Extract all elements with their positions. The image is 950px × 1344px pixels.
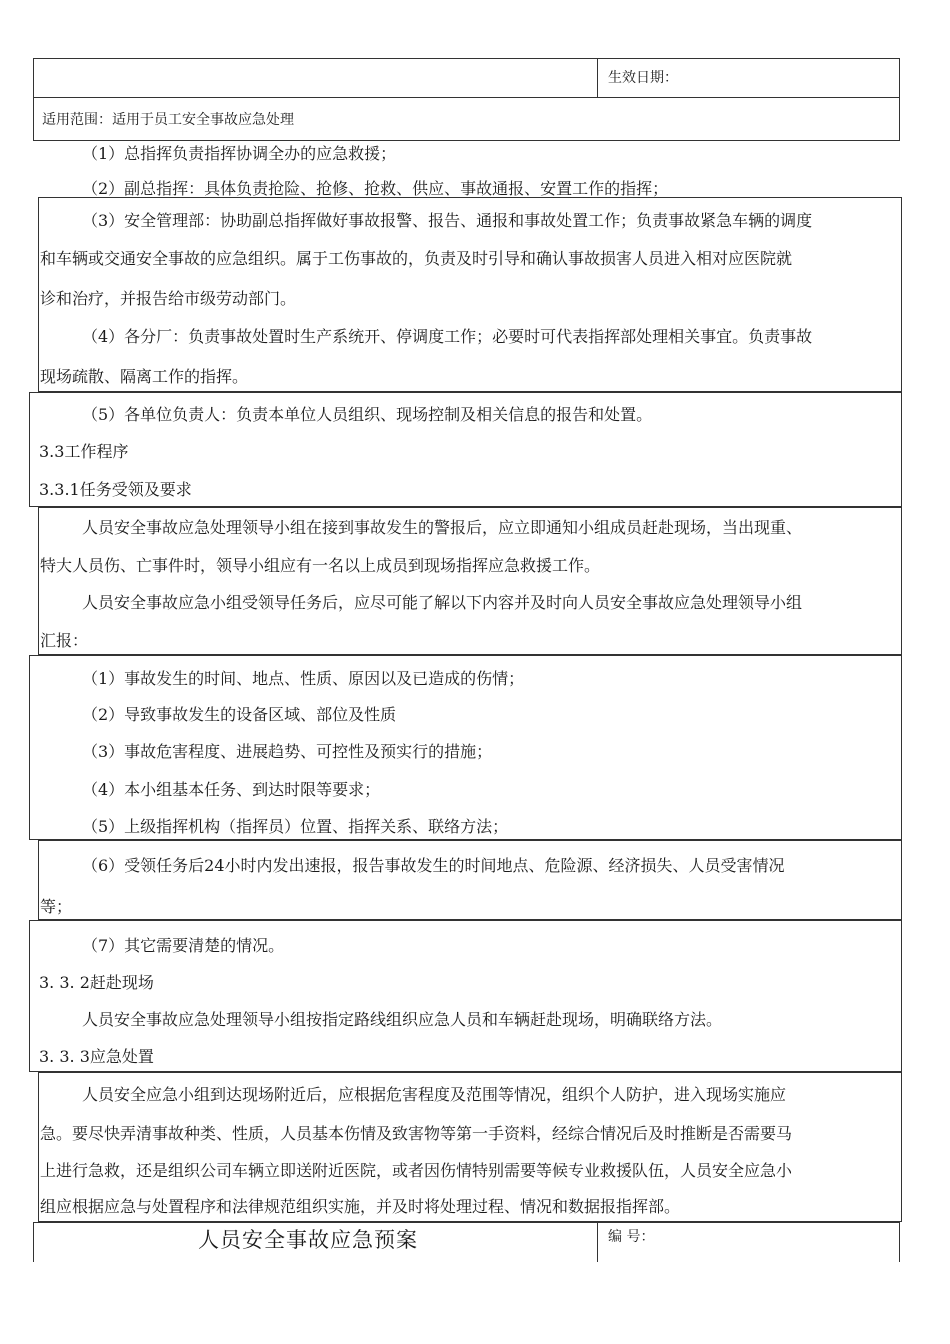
text-line: （2）副总指挥：具体负责抢险、抢修、抢救、供应、事故通报、安置工作的指挥； bbox=[82, 179, 669, 198]
text-line: 诊和治疗，并报告给市级劳动部门。 bbox=[40, 289, 297, 308]
text-line: 上进行急救，还是组织公司车辆立即送附近医院，或者因伤情特别需要等候专业救援队伍，人员安全应急小 bbox=[40, 1161, 793, 1180]
text-line: （2）导致事故发生的设备区域、部位及性质 bbox=[82, 705, 397, 724]
text-line: 人员安全应急小组到达现场附近后，应根据危害程度及范围等情况，组织个人防护，进入现场实施应 bbox=[82, 1085, 787, 1104]
header-col-divider bbox=[597, 58, 598, 97]
section-heading: 3. 3. 3应急处置 bbox=[39, 1047, 154, 1066]
text-line: （4）本小组基本任务、到达时限等要求； bbox=[82, 780, 381, 799]
header-row-divider bbox=[33, 97, 900, 98]
document-number-label: 编 号： bbox=[608, 1229, 655, 1245]
text-line: （4）各分厂：负责事故处置时生产系统开、停调度工作；必要时可代表指挥部处理相关事宜。负责事故 bbox=[82, 327, 813, 346]
text-line: （3）安全管理部：协助副总指挥做好事故报警、报告、通报和事故处置工作；负责事故紧急车辆的调度 bbox=[82, 211, 813, 230]
footer-right-edge bbox=[899, 1222, 900, 1262]
document-title: 人员安全事故应急预案 bbox=[198, 1228, 418, 1252]
footer-table-top bbox=[33, 1222, 900, 1223]
footer-left-edge bbox=[33, 1222, 34, 1262]
text-line: 组应根据应急与处置程序和法律规范组织实施，并及时将处理过程、情况和数据报指挥部。 bbox=[40, 1197, 681, 1216]
footer-col-divider bbox=[597, 1222, 598, 1262]
text-line: 等； bbox=[40, 897, 73, 916]
text-line: 和车辆或交通安全事故的应急组织。属于工伤事故的，负责及时引导和确认事故损害人员进入相对应医院就 bbox=[40, 249, 793, 268]
text-line: （1）总指挥负责指挥协调全办的应急救援； bbox=[82, 144, 397, 163]
text-line: 人员安全事故应急处理领导小组按指定路线组织应急人员和车辆赶赴现场，明确联络方法。 bbox=[82, 1010, 723, 1029]
effective-date-label: 生效日期： bbox=[608, 70, 678, 86]
text-line: （1）事故发生的时间、地点、性质、原因以及已造成的伤情； bbox=[82, 669, 525, 688]
text-line: 特大人员伤、亡事件时，领导小组应有一名以上成员到现场指挥应急救援工作。 bbox=[40, 556, 601, 575]
section-heading: 3.3.1任务受领及要求 bbox=[39, 480, 192, 499]
text-line: 人员安全事故应急处理领导小组在接到事故发生的警报后，应立即通知小组成员赶赴现场，当出现重、 bbox=[82, 518, 803, 537]
section-box-5 bbox=[38, 840, 902, 920]
text-line: （6）受领任务后24小时内发出速报，报告事故发生的时间地点、危险源、经济损失、人员受害情况 bbox=[82, 856, 785, 875]
scope-text: 适用范围：适用于员工安全事故应急处理 bbox=[42, 112, 294, 128]
text-line: （3）事故危害程度、进展趋势、可控性及预实行的措施； bbox=[82, 742, 493, 761]
section-heading: 3.3工作程序 bbox=[39, 442, 129, 461]
text-line: （7）其它需要清楚的情况。 bbox=[82, 936, 285, 955]
text-line: 汇报： bbox=[40, 631, 89, 650]
text-line: （5）各单位负责人：负责本单位人员组织、现场控制及相关信息的报告和处置。 bbox=[82, 405, 653, 424]
text-line: 人员安全事故应急小组受领导任务后，应尽可能了解以下内容并及时向人员安全事故应急处理领导小组 bbox=[82, 593, 803, 612]
text-line: （5）上级指挥机构（指挥员）位置、指挥关系、联络方法； bbox=[82, 817, 509, 836]
text-line: 现场疏散、隔离工作的指挥。 bbox=[40, 367, 249, 386]
section-heading: 3. 3. 2赶赴现场 bbox=[39, 973, 154, 992]
text-line: 急。要尽快弄清事故种类、性质，人员基本伤情及致害物等第一手资料，经综合情况后及时推断是否需要马 bbox=[40, 1124, 793, 1143]
